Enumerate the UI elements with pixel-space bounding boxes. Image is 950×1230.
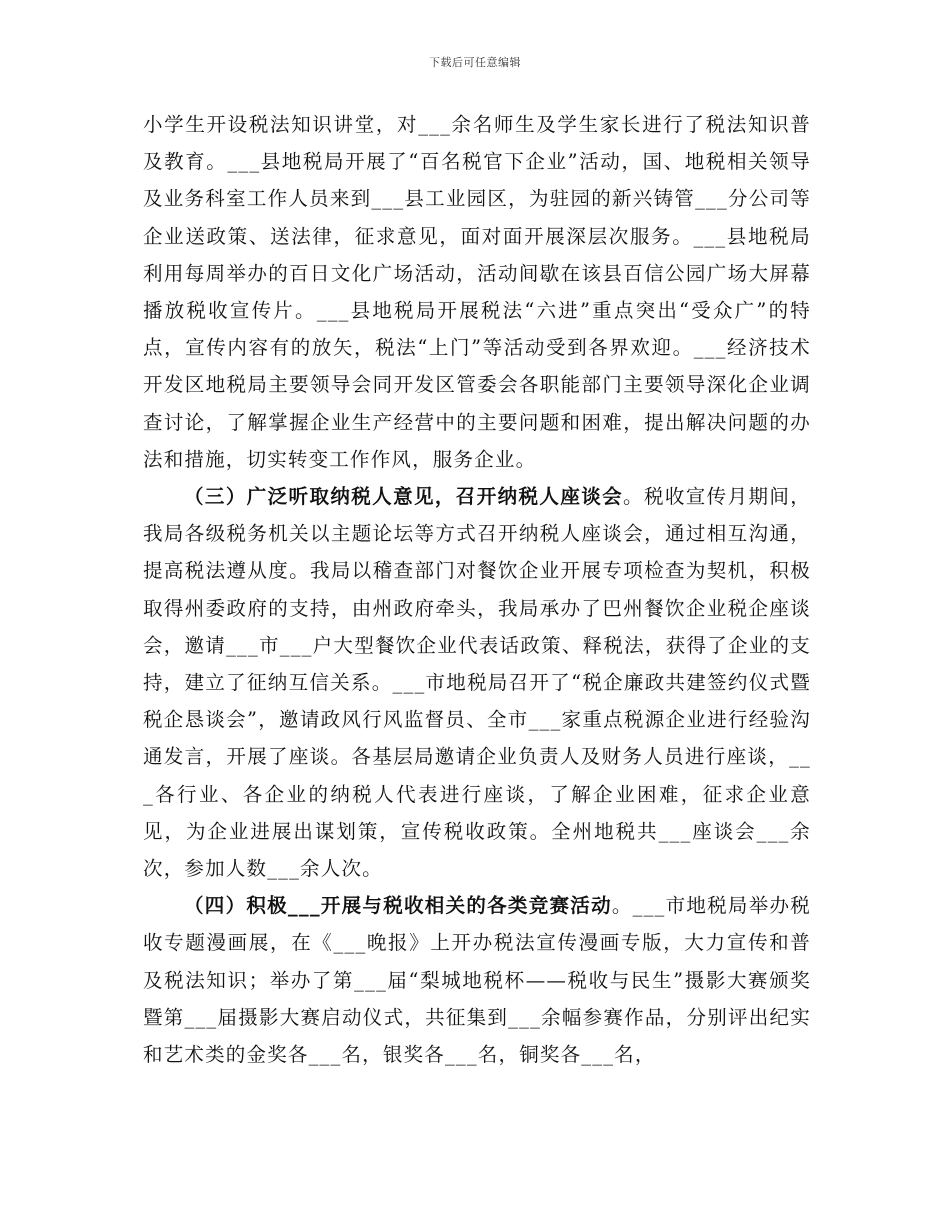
document-body bbox=[143, 106, 811, 1073]
paragraph-2 bbox=[143, 478, 811, 887]
paragraph-1-text: 小学生开设税法知识讲堂，对___余名师生及学生家长进行了税法知识普及教育。___县地税局开展了“百名税官下企业”活动，国、地税相关领导及业务科室工作人员来到___县工业园区，为驻园的新兴铸管___分公司等企业送政策、送法律，征求意见，面对面开展深层次服务。___县地税局利用每周举办的百日文化广场活动，活动间歇在该县百信公园广场大屏幕播放税收宣传片。___县地税局开展税法“六进”重点突出“受众广”的特点，宣传内容有的放矢，税法“上门”等活动受到各界欢迎。___经济技术开发区地税局主要领导会同开发区管委会各职能部门主要领导深化企业调查讨论，了解掌握企业生产经营中的主要问题和困难，提出解决问题的办法和措施，切实转变工作作风，服务企业。 bbox=[143, 113, 811, 471]
paragraph-2-text: 。税收宣传月期间，我局各级税务机关以主题论坛等方式召开纳税人座谈会，通过相互沟通，提高税法遵从度。我局以稽查部门对餐饮企业开展专项检查为契机，积极取得州委政府的支持，由州政府牵头，我局承办了巴州餐饮企业税企座谈会，邀请___市___户大型餐饮企业代表话政策、释税法，获得了企业的支持，建立了征纳互信关系。___市地税局召开了“税企廉政共建签约仪式暨税企恳谈会”，邀请政风行风监督员、全市___家重点税源企业进行经验沟通发言，开展了座谈。各基层局邀请企业负责人及财务人员进行座谈，___各行业、各企业的纳税人代表进行座谈，了解企业困难，征求企业意见，为企业进展出谋划策，宣传税收政策。全州地税共___座谈会___余次，参加人数___余人次。 bbox=[143, 485, 811, 881]
section-3-heading: （三）广泛听取纳税人意见，召开纳税人座谈会 bbox=[184, 485, 624, 509]
paragraph-3-text: 。___市地税局举办税收专题漫画展，在《___晚报》上开办税法宣传漫画专版，大力宣传和普及税法知识；举办了第___届“梨城地税杯——税收与民生”摄影大赛颁奖暨第___届摄影大赛启动仪式，共征集到___余幅参赛作品，分别评出纪实和艺术类的金奖各___名，银奖各___名，铜奖各___名， bbox=[143, 894, 811, 1067]
paragraph-1 bbox=[143, 106, 811, 478]
section-4-heading: （四）积极___开展与税收相关的各类竞赛活动 bbox=[184, 894, 612, 918]
page-header: 下载后可任意编辑 bbox=[429, 56, 521, 69]
paragraph-3 bbox=[143, 887, 811, 1073]
